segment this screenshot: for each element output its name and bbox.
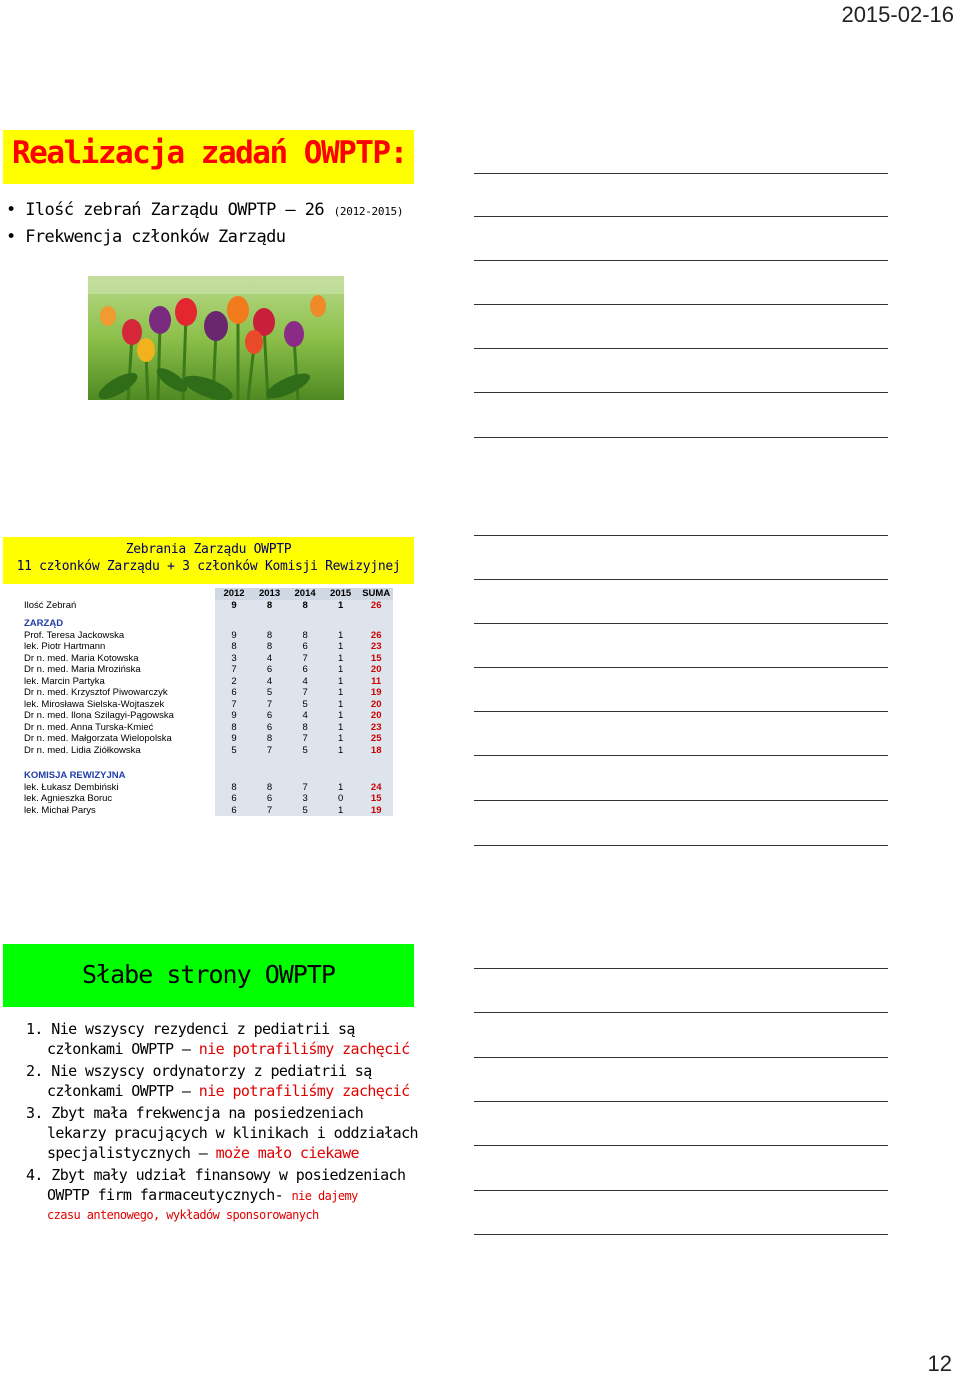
row-label: Ilość Zebrań (22, 600, 215, 612)
col-2015: 2015 (322, 588, 358, 600)
slide1-bullet-1 (6, 200, 403, 220)
note-line (474, 623, 888, 624)
member-name: Dr n. med. Anna Turska-Kmieć (22, 722, 215, 734)
cell: 8 (215, 782, 251, 794)
cell: 1 (322, 710, 358, 722)
cell: 7 (286, 653, 322, 665)
weakness-2-line1: 2. Nie wszyscy ordynatorzy z pediatrii są (26, 1062, 372, 1080)
cell: 7 (215, 664, 251, 676)
weakness-3-line1: 3. Zbyt mała frekwencja na posiedzeniach (26, 1104, 364, 1122)
note-line (474, 1057, 888, 1058)
member-name: Dr n. med. Maria Mrozińska (22, 664, 215, 676)
note-line (474, 1234, 888, 1235)
note-line (474, 260, 888, 261)
cell: 6 (215, 805, 251, 817)
weakness-1 (26, 1019, 410, 1059)
cell: 6 (251, 793, 287, 805)
cell: 5 (215, 745, 251, 757)
table-row (22, 664, 393, 676)
cell: 4 (251, 653, 287, 665)
tulips-photo (88, 276, 344, 400)
weakness-4-line1: 4. Zbyt mały udział finansowy w posiedzeniach (26, 1166, 406, 1184)
cell: 8 (251, 733, 287, 745)
weakness-2-line2 (26, 1081, 410, 1101)
cell: 4 (251, 676, 287, 688)
cell: 8 (215, 641, 251, 653)
member-name: lek. Agnieszka Boruc (22, 793, 215, 805)
bullet-2-text: Frekwencja członków Zarządu (25, 227, 286, 247)
header-blank (22, 588, 215, 600)
weakness-4 (26, 1165, 405, 1224)
member-name: Dr n. med. Maria Kotowska (22, 653, 215, 665)
slide3-title: Słabe strony OWPTP (82, 960, 335, 989)
table-header-row (22, 588, 393, 600)
cell-sum: 23 (357, 722, 393, 734)
cell: 6 (251, 710, 287, 722)
cell: 1 (322, 699, 358, 711)
cell: 0 (322, 793, 358, 805)
cell: 6 (215, 687, 251, 699)
cell: 9 (215, 710, 251, 722)
cell: 8 (286, 630, 322, 642)
table-row (22, 687, 393, 699)
cell-sum: 26 (357, 630, 393, 642)
cell-sum: 25 (357, 733, 393, 745)
cell-sum: 15 (357, 653, 393, 665)
cell: 8 (251, 600, 287, 612)
weakness-4-line2 (26, 1185, 405, 1206)
cell: 6 (251, 722, 287, 734)
cell: 9 (215, 630, 251, 642)
cell: 8 (286, 600, 322, 612)
table-row (22, 793, 393, 805)
bullet-dot: • (6, 227, 16, 247)
note-line (474, 1145, 888, 1146)
table-row (22, 630, 393, 642)
table-gap (22, 611, 393, 618)
table-row-zebran (22, 600, 393, 612)
member-name: Dr n. med. Ilona Szilagyi-Pągowska (22, 710, 215, 722)
cell: 4 (286, 676, 322, 688)
note-line (474, 755, 888, 756)
slide2-heading-2: 11 członków Zarządu + 3 członków Komisji Rewizyjnej (16, 559, 401, 574)
note-line (474, 1012, 888, 1013)
date-stamp: 2015-02-16 (841, 2, 954, 27)
note-line (474, 173, 888, 174)
table-section-zarzad (22, 618, 393, 630)
table-row (22, 745, 393, 757)
weakness-1-text: członkami OWPTP – (47, 1040, 199, 1058)
table-row (22, 676, 393, 688)
table-gap (22, 763, 393, 770)
table-row (22, 805, 393, 817)
cell: 6 (251, 664, 287, 676)
cell: 1 (322, 722, 358, 734)
cell: 8 (286, 722, 322, 734)
cell: 1 (322, 745, 358, 757)
bullet-dot: • (6, 200, 16, 220)
table-row (22, 653, 393, 665)
cell-sum: 20 (357, 710, 393, 722)
cell: 7 (286, 782, 322, 794)
cell: 1 (322, 733, 358, 745)
table-row (22, 699, 393, 711)
cell-sum: 20 (357, 664, 393, 676)
cell: 5 (251, 687, 287, 699)
attendance-table (22, 588, 393, 816)
table-section-komisja (22, 770, 393, 782)
cell-sum: 26 (357, 600, 393, 612)
member-name: Prof. Teresa Jackowska (22, 630, 215, 642)
col-2013: 2013 (251, 588, 287, 600)
note-line (474, 579, 888, 580)
member-name: Dr n. med. Małgorzata Wielopolska (22, 733, 215, 745)
cell: 3 (215, 653, 251, 665)
member-name: lek. Marcin Partyka (22, 676, 215, 688)
weakness-3-text: specjalistycznych – (47, 1144, 216, 1162)
bullet-1-period: (2012-2015) (333, 205, 404, 218)
bullet-1-text: Ilość zebrań Zarządu OWPTP – 26 (25, 200, 334, 220)
table-row (22, 733, 393, 745)
cell: 9 (215, 733, 251, 745)
cell-sum: 20 (357, 699, 393, 711)
table-row (22, 782, 393, 794)
cell-sum: 19 (357, 687, 393, 699)
weakness-2-comment: nie potrafiliśmy zachęcić (198, 1082, 410, 1100)
cell: 4 (286, 710, 322, 722)
cell: 5 (286, 805, 322, 817)
cell: 8 (251, 641, 287, 653)
weakness-1-comment: nie potrafiliśmy zachęcić (198, 1040, 410, 1058)
weakness-4-text: OWPTP firm farmaceutycznych- (47, 1186, 292, 1204)
weakness-3-comment: może mało ciekawe (215, 1144, 359, 1162)
weakness-3 (26, 1103, 418, 1163)
note-line (474, 800, 888, 801)
cell: 1 (322, 805, 358, 817)
note-line (474, 348, 888, 349)
weakness-3-line3 (26, 1143, 418, 1163)
cell: 6 (286, 641, 322, 653)
section-label: KOMISJA REWIZYJNA (22, 770, 215, 782)
weakness-4-comment: nie dajemy (291, 1189, 358, 1203)
section-label: ZARZĄD (22, 618, 215, 630)
cell: 7 (286, 687, 322, 699)
cell: 1 (322, 600, 358, 612)
weakness-2 (26, 1061, 410, 1101)
weakness-1-line2 (26, 1039, 410, 1059)
col-suma: SUMA (357, 588, 393, 600)
cell: 6 (286, 664, 322, 676)
tulips-illustration (88, 276, 344, 400)
weakness-2-text: członkami OWPTP – (47, 1082, 199, 1100)
cell-sum: 23 (357, 641, 393, 653)
col-2014: 2014 (286, 588, 322, 600)
note-line (474, 968, 888, 969)
cell: 3 (286, 793, 322, 805)
member-name: Dr n. med. Krzysztof Piwowarczyk (22, 687, 215, 699)
cell: 1 (322, 653, 358, 665)
table-row (22, 710, 393, 722)
slide1-bullet-2 (6, 227, 285, 247)
slide2-heading-1: Zebrania Zarządu OWPTP (125, 542, 292, 557)
note-line (474, 845, 888, 846)
cell: 5 (286, 699, 322, 711)
cell: 9 (215, 600, 251, 612)
member-name: lek. Michał Parys (22, 805, 215, 817)
note-line (474, 304, 888, 305)
cell: 1 (322, 630, 358, 642)
note-line (474, 392, 888, 393)
table-row (22, 641, 393, 653)
note-line (474, 216, 888, 217)
weakness-1-line1: 1. Nie wszyscy rezydenci z pediatrii są (26, 1020, 355, 1038)
note-line (474, 1190, 888, 1191)
cell: 1 (322, 782, 358, 794)
page-number: 12 (927, 1351, 952, 1376)
weakness-3-line2: lekarzy pracujących w klinikach i oddziałach (47, 1124, 418, 1142)
komisja-rows (22, 782, 393, 817)
table-row (22, 722, 393, 734)
note-line (474, 535, 888, 536)
note-line (474, 711, 888, 712)
note-line (474, 437, 888, 438)
member-name: lek. Piotr Hartmann (22, 641, 215, 653)
cell: 1 (322, 664, 358, 676)
cell: 1 (322, 641, 358, 653)
weakness-4-line3: czasu antenowego, wykładów sponsorowanych (47, 1208, 319, 1222)
cell-sum: 18 (357, 745, 393, 757)
cell-sum: 15 (357, 793, 393, 805)
cell: 7 (251, 745, 287, 757)
zarzad-rows (22, 630, 393, 757)
cell-sum: 11 (357, 676, 393, 688)
cell: 5 (286, 745, 322, 757)
cell: 7 (251, 699, 287, 711)
slide1-title: Realizacja zadań OWPTP: (12, 135, 407, 171)
member-name: lek. Łukasz Dembiński (22, 782, 215, 794)
cell: 7 (215, 699, 251, 711)
cell: 8 (215, 722, 251, 734)
cell: 8 (251, 782, 287, 794)
note-line (474, 667, 888, 668)
table-gap (22, 756, 393, 763)
cell: 1 (322, 687, 358, 699)
cell: 6 (215, 793, 251, 805)
cell: 2 (215, 676, 251, 688)
cell: 7 (286, 733, 322, 745)
cell: 1 (322, 676, 358, 688)
cell-sum: 19 (357, 805, 393, 817)
cell-sum: 24 (357, 782, 393, 794)
member-name: lek. Mirosława Sielska-Wojtaszek (22, 699, 215, 711)
cell: 7 (251, 805, 287, 817)
col-2012: 2012 (215, 588, 251, 600)
note-line (474, 1101, 888, 1102)
member-name: Dr n. med. Lidia Ziółkowska (22, 745, 215, 757)
cell: 8 (251, 630, 287, 642)
